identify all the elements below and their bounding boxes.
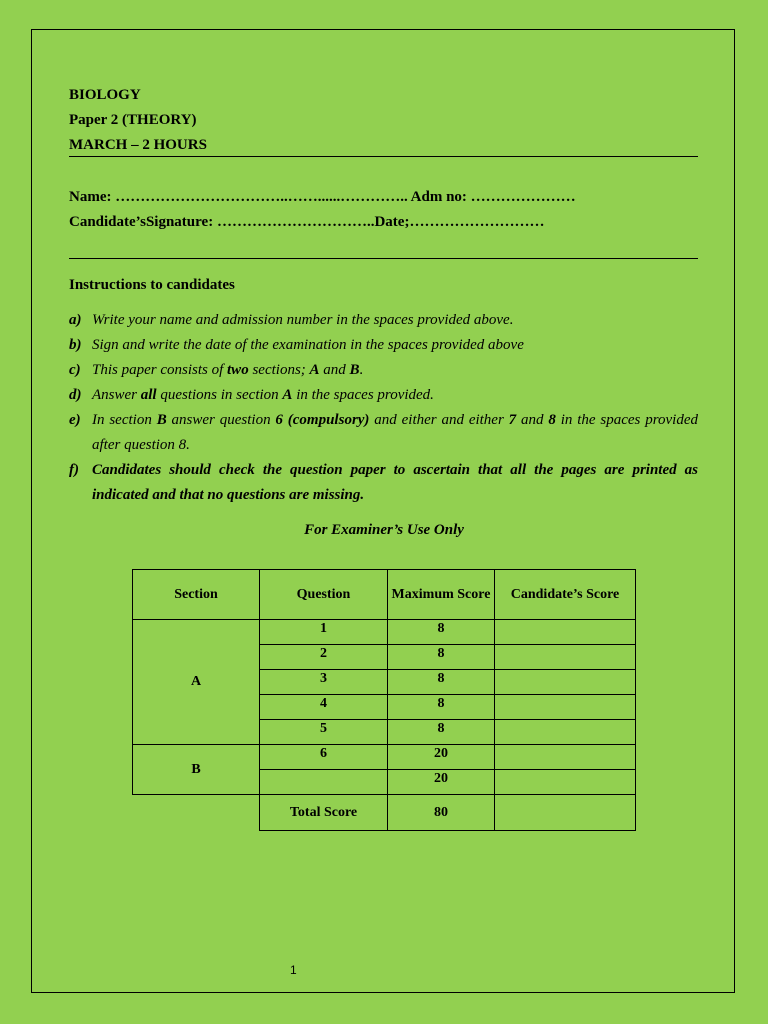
subject-title: BIOLOGY: [69, 87, 141, 103]
score-table: [132, 569, 636, 831]
instruction-label: c): [69, 362, 81, 378]
candidate-score-cell[interactable]: [495, 745, 636, 770]
candidate-divider: [69, 258, 698, 259]
question-cell: 6: [260, 745, 388, 770]
instruction-item: [69, 308, 698, 333]
instruction-label: e): [69, 412, 81, 428]
instruction-text: In section B answer question 6 (compulsory) and either and either 7 and 8 in the spaces provided after question 8.: [92, 412, 698, 453]
candidate-score-cell[interactable]: [495, 620, 636, 645]
instruction-item: [69, 383, 698, 408]
instruction-text: Sign and write the date of the examination in the spaces provided above: [92, 337, 524, 353]
instruction-item: [69, 358, 698, 383]
signature-label: Candidate’sSignature: [69, 214, 209, 230]
question-cell: 1: [260, 620, 388, 645]
page-number: 1: [290, 963, 297, 977]
session-title: MARCH – 2 HOURS: [69, 137, 207, 153]
examiner-title: For Examiner’s Use Only: [304, 522, 464, 538]
blank-cell: [133, 795, 260, 831]
instruction-text: Answer all questions in section A in the spaces provided.: [92, 387, 434, 403]
question-cell: 5: [260, 720, 388, 745]
instruction-text: Write your name and admission number in the spaces provided above.: [92, 312, 514, 328]
total-max-score: 80: [388, 795, 495, 831]
signature-field[interactable]: : …………………………..: [208, 214, 375, 230]
page-border: [31, 29, 735, 993]
signature-date-row: [69, 214, 544, 231]
candidate-score-cell[interactable]: [495, 645, 636, 670]
max-score-cell: 8: [388, 720, 495, 745]
date-label: Date: [374, 214, 405, 230]
name-field[interactable]: ……………………………..……......…………..: [115, 189, 408, 205]
candidate-score-cell[interactable]: [495, 670, 636, 695]
instruction-label: a): [69, 312, 82, 328]
name-label: Name:: [69, 189, 116, 205]
instruction-item: [69, 333, 698, 358]
question-cell: [260, 770, 388, 795]
name-adm-row: [69, 189, 576, 206]
max-score-cell: 20: [388, 770, 495, 795]
header-section: Section: [133, 570, 260, 620]
max-score-cell: 8: [388, 670, 495, 695]
max-score-cell: 20: [388, 745, 495, 770]
max-score-cell: 8: [388, 695, 495, 720]
question-cell: 2: [260, 645, 388, 670]
candidate-score-cell[interactable]: [495, 770, 636, 795]
paper-title: Paper 2 (THEORY): [69, 112, 197, 128]
header-divider: [69, 156, 698, 157]
candidate-score-cell[interactable]: [495, 720, 636, 745]
instruction-text: This paper consists of two sections; A and B.: [92, 362, 364, 378]
instruction-label: f): [69, 462, 79, 478]
instruction-item: [69, 458, 698, 508]
header-candidate-score: Candidate’s Score: [495, 570, 636, 620]
instructions-list: [69, 308, 698, 508]
adm-field[interactable]: …………………: [470, 189, 576, 205]
candidate-score-cell[interactable]: [495, 695, 636, 720]
section-a-cell: A: [133, 620, 260, 745]
instruction-label: d): [69, 387, 82, 403]
table-row: [133, 620, 636, 645]
table-header-row: [133, 570, 636, 620]
instruction-item: [69, 408, 698, 458]
header-question: Question: [260, 570, 388, 620]
instruction-label: b): [69, 337, 82, 353]
max-score-cell: 8: [388, 645, 495, 670]
instruction-text: Candidates should check the question paper to ascertain that all the pages are printed as indicated and that no questions are missing.: [92, 462, 698, 503]
section-b-cell: B: [133, 745, 260, 795]
header-max-score: Maximum Score: [388, 570, 495, 620]
question-cell: 4: [260, 695, 388, 720]
total-row: [133, 795, 636, 831]
date-field[interactable]: ;………………………: [404, 214, 545, 230]
instructions-title: Instructions to candidates: [69, 277, 235, 293]
max-score-cell: 8: [388, 620, 495, 645]
question-cell: 3: [260, 670, 388, 695]
total-candidate-score[interactable]: [495, 795, 636, 831]
total-label: Total Score: [260, 795, 388, 831]
table-row: [133, 745, 636, 770]
adm-label: Adm no:: [407, 189, 471, 205]
